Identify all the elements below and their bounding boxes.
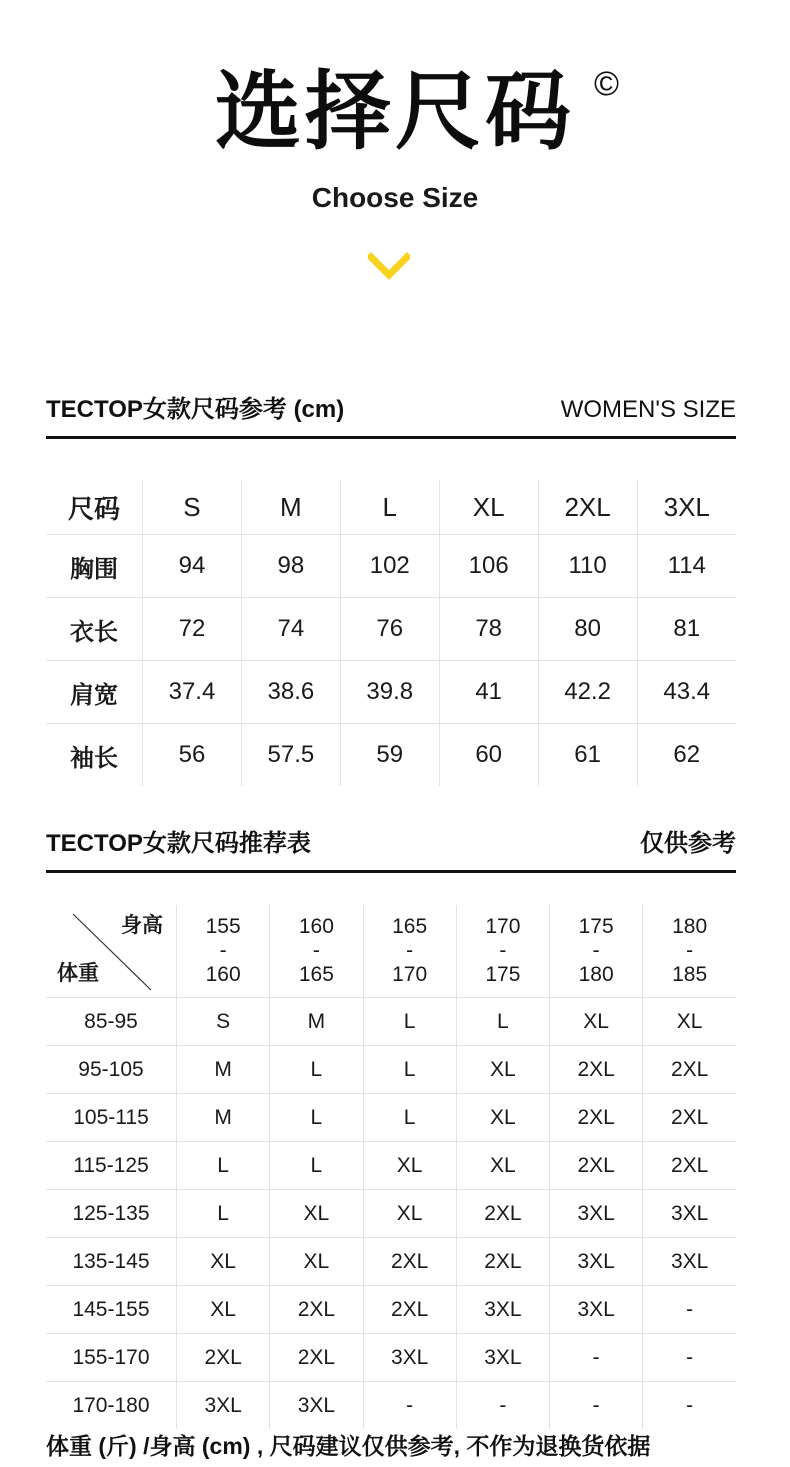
recommended-size-cell: L bbox=[270, 1094, 363, 1142]
weight-range-cell: 155-170 bbox=[46, 1334, 177, 1382]
weight-range-cell: 135-145 bbox=[46, 1238, 177, 1286]
recommended-size-cell: 2XL bbox=[270, 1334, 363, 1382]
recommended-size-cell: 2XL bbox=[270, 1286, 363, 1334]
page-subtitle: Choose Size bbox=[311, 182, 479, 213]
table-row bbox=[46, 1286, 736, 1334]
size-section-header bbox=[46, 386, 736, 439]
recommended-size-cell: 3XL bbox=[270, 1382, 363, 1430]
recommended-size-cell: M bbox=[177, 1046, 270, 1094]
recommended-size-cell: 3XL bbox=[643, 1238, 736, 1286]
table-cell: 43.4 bbox=[637, 661, 736, 724]
height-range-part: - bbox=[219, 939, 227, 962]
weight-range-cell: 115-125 bbox=[46, 1142, 177, 1190]
recommended-size-cell: XL bbox=[643, 998, 736, 1046]
height-range-part: 165 bbox=[298, 963, 334, 986]
weight-axis-label: 体重 bbox=[57, 962, 99, 985]
table-cell: 38.6 bbox=[241, 661, 340, 724]
height-range-part: - bbox=[592, 939, 600, 962]
height-range-part: 160 bbox=[205, 963, 241, 986]
table-cell: M bbox=[241, 480, 340, 535]
recommended-size-cell: 3XL bbox=[456, 1286, 549, 1334]
recommend-section-header bbox=[46, 820, 736, 873]
height-range-part: 175 bbox=[485, 963, 521, 986]
table-cell: 56 bbox=[143, 724, 242, 787]
recommended-size-cell: L bbox=[177, 1190, 270, 1238]
table-cell: 98 bbox=[241, 535, 340, 598]
height-axis-label: 身高 bbox=[121, 914, 163, 937]
size-chart-table bbox=[46, 480, 736, 786]
recommended-size-cell: 3XL bbox=[550, 1286, 643, 1334]
table-cell: 102 bbox=[340, 535, 439, 598]
recommended-size-cell: XL bbox=[363, 1142, 456, 1190]
height-range-header bbox=[643, 905, 736, 998]
recommended-size-cell: M bbox=[177, 1094, 270, 1142]
recommended-size-cell: 2XL bbox=[643, 1046, 736, 1094]
weight-range-cell: 145-155 bbox=[46, 1286, 177, 1334]
recommended-size-cell: - bbox=[643, 1286, 736, 1334]
footnote: 体重 (斤) /身高 (cm) , 尺码建议仅供参考, 不作为退换货依据 bbox=[46, 1433, 651, 1459]
recommended-size-cell: L bbox=[363, 1046, 456, 1094]
table-cell: 81 bbox=[637, 598, 736, 661]
height-range-part: 180 bbox=[578, 963, 614, 986]
recommended-size-cell: 3XL bbox=[550, 1238, 643, 1286]
row-label: 尺码 bbox=[46, 480, 143, 535]
recommended-size-cell: XL bbox=[456, 1142, 549, 1190]
height-range-part: 170 bbox=[392, 963, 428, 986]
recommended-size-cell: L bbox=[177, 1142, 270, 1190]
height-range-part: 175 bbox=[578, 915, 614, 938]
table-cell: 2XL bbox=[538, 480, 637, 535]
recommended-size-cell: L bbox=[270, 1046, 363, 1094]
recommended-size-cell: - bbox=[456, 1382, 549, 1430]
recommended-size-cell: XL bbox=[456, 1046, 549, 1094]
table-cell: 80 bbox=[538, 598, 637, 661]
recommended-size-cell: 2XL bbox=[363, 1286, 456, 1334]
recommended-size-cell: M bbox=[270, 998, 363, 1046]
recommended-size-cell: 2XL bbox=[456, 1238, 549, 1286]
size-section-right-label: WOMEN'S SIZE bbox=[560, 396, 736, 423]
table-cell: 3XL bbox=[637, 480, 736, 535]
weight-range-cell: 125-135 bbox=[46, 1190, 177, 1238]
table-cell: 78 bbox=[439, 598, 538, 661]
recommended-size-cell: 3XL bbox=[363, 1334, 456, 1382]
recommended-size-cell: 2XL bbox=[550, 1094, 643, 1142]
recommended-size-cell: 2XL bbox=[363, 1238, 456, 1286]
recommend-section-title: TECTOP女款尺码推荐表 bbox=[46, 830, 311, 857]
table-cell: 94 bbox=[143, 535, 242, 598]
recommended-size-cell: - bbox=[550, 1382, 643, 1430]
row-label: 肩宽 bbox=[46, 661, 143, 724]
recommended-size-cell: XL bbox=[363, 1190, 456, 1238]
table-row bbox=[46, 598, 736, 661]
table-row bbox=[46, 1094, 736, 1142]
recommended-size-cell: 2XL bbox=[456, 1190, 549, 1238]
recommended-size-cell: 2XL bbox=[643, 1142, 736, 1190]
height-range-header bbox=[550, 905, 643, 998]
weight-range-cell: 95-105 bbox=[46, 1046, 177, 1094]
weight-range-cell: 85-95 bbox=[46, 998, 177, 1046]
table-cell: 59 bbox=[340, 724, 439, 787]
recommended-size-cell: L bbox=[270, 1142, 363, 1190]
height-range-part: 185 bbox=[672, 963, 708, 986]
table-cell: L bbox=[340, 480, 439, 535]
recommended-size-cell: 2XL bbox=[550, 1046, 643, 1094]
recommended-size-cell: S bbox=[177, 998, 270, 1046]
height-range-header bbox=[177, 905, 270, 998]
row-label: 胸围 bbox=[46, 535, 143, 598]
copyright-mark: © bbox=[593, 65, 619, 103]
table-row bbox=[46, 1334, 736, 1382]
recommended-size-cell: 3XL bbox=[456, 1334, 549, 1382]
recommended-size-cell: L bbox=[363, 998, 456, 1046]
height-range-part: 170 bbox=[485, 915, 521, 938]
weight-range-cell: 170-180 bbox=[72, 1393, 150, 1417]
table-cell: XL bbox=[439, 480, 538, 535]
recommended-size-cell: XL bbox=[270, 1238, 363, 1286]
table-row bbox=[46, 661, 736, 724]
table-cell: 41 bbox=[439, 661, 538, 724]
table-row bbox=[46, 480, 736, 535]
recommended-size-cell: - bbox=[643, 1334, 736, 1382]
recommended-size-cell: XL bbox=[456, 1094, 549, 1142]
table-row bbox=[46, 535, 736, 598]
table-cell: 110 bbox=[538, 535, 637, 598]
table-cell: S bbox=[143, 480, 242, 535]
height-range-part: 160 bbox=[298, 915, 334, 938]
height-range-part: - bbox=[499, 939, 507, 962]
recommended-size-cell: - bbox=[550, 1334, 643, 1382]
height-range-part: 155 bbox=[205, 915, 241, 938]
recommended-size-cell: - bbox=[363, 1382, 456, 1430]
recommended-size-cell: L bbox=[363, 1094, 456, 1142]
height-range-part: 180 bbox=[672, 915, 708, 938]
table-cell: 114 bbox=[637, 535, 736, 598]
size-recommendation-table bbox=[46, 905, 736, 1429]
page-title bbox=[0, 62, 790, 162]
recommended-size-cell: 2XL bbox=[643, 1094, 736, 1142]
height-range-part: - bbox=[312, 939, 320, 962]
table-row bbox=[46, 1238, 736, 1286]
height-range-part: - bbox=[406, 939, 414, 962]
recommended-size-cell: - bbox=[643, 1382, 736, 1430]
recommended-size-cell: XL bbox=[177, 1238, 270, 1286]
recommended-size-cell: 3XL bbox=[643, 1190, 736, 1238]
table-row bbox=[46, 1190, 736, 1238]
corner-cell bbox=[46, 905, 177, 998]
height-range-header bbox=[363, 905, 456, 998]
height-range-header bbox=[270, 905, 363, 998]
table-row bbox=[46, 998, 736, 1046]
recommended-size-cell: L bbox=[456, 998, 549, 1046]
table-row bbox=[46, 1142, 736, 1190]
table-row bbox=[46, 1382, 736, 1430]
row-label: 袖长 bbox=[70, 744, 118, 772]
recommended-size-cell: 3XL bbox=[550, 1190, 643, 1238]
table-cell: 61 bbox=[538, 724, 637, 787]
chevron-down-icon bbox=[368, 252, 410, 282]
recommended-size-cell: XL bbox=[177, 1286, 270, 1334]
table-cell: 37.4 bbox=[143, 661, 242, 724]
recommended-size-cell: XL bbox=[270, 1190, 363, 1238]
recommended-size-cell: XL bbox=[550, 998, 643, 1046]
row-label: 衣长 bbox=[46, 598, 143, 661]
table-cell: 76 bbox=[340, 598, 439, 661]
table-cell: 60 bbox=[439, 724, 538, 787]
size-section-title: TECTOP女款尺码参考 (cm) bbox=[46, 396, 345, 423]
recommended-size-cell: 2XL bbox=[177, 1334, 270, 1382]
table-header-row bbox=[46, 905, 736, 998]
recommend-section-right-label: 仅供参考 bbox=[640, 830, 736, 857]
weight-range-cell: 105-115 bbox=[46, 1094, 177, 1142]
table-cell: 57.5 bbox=[241, 724, 340, 787]
table-row bbox=[46, 1046, 736, 1094]
title-text: 选择尺码 bbox=[215, 64, 575, 160]
table-cell: 62 bbox=[637, 724, 736, 787]
table-cell: 74 bbox=[241, 598, 340, 661]
hero-header bbox=[0, 0, 790, 300]
table-row bbox=[46, 724, 736, 787]
recommended-size-cell: 2XL bbox=[550, 1142, 643, 1190]
height-range-header bbox=[456, 905, 549, 998]
height-range-part: - bbox=[686, 939, 694, 962]
table-cell: 72 bbox=[143, 598, 242, 661]
table-cell: 39.8 bbox=[340, 661, 439, 724]
recommended-size-cell: 3XL bbox=[177, 1382, 270, 1430]
table-cell: 42.2 bbox=[538, 661, 637, 724]
table-cell: 106 bbox=[439, 535, 538, 598]
height-range-part: 165 bbox=[392, 915, 428, 938]
